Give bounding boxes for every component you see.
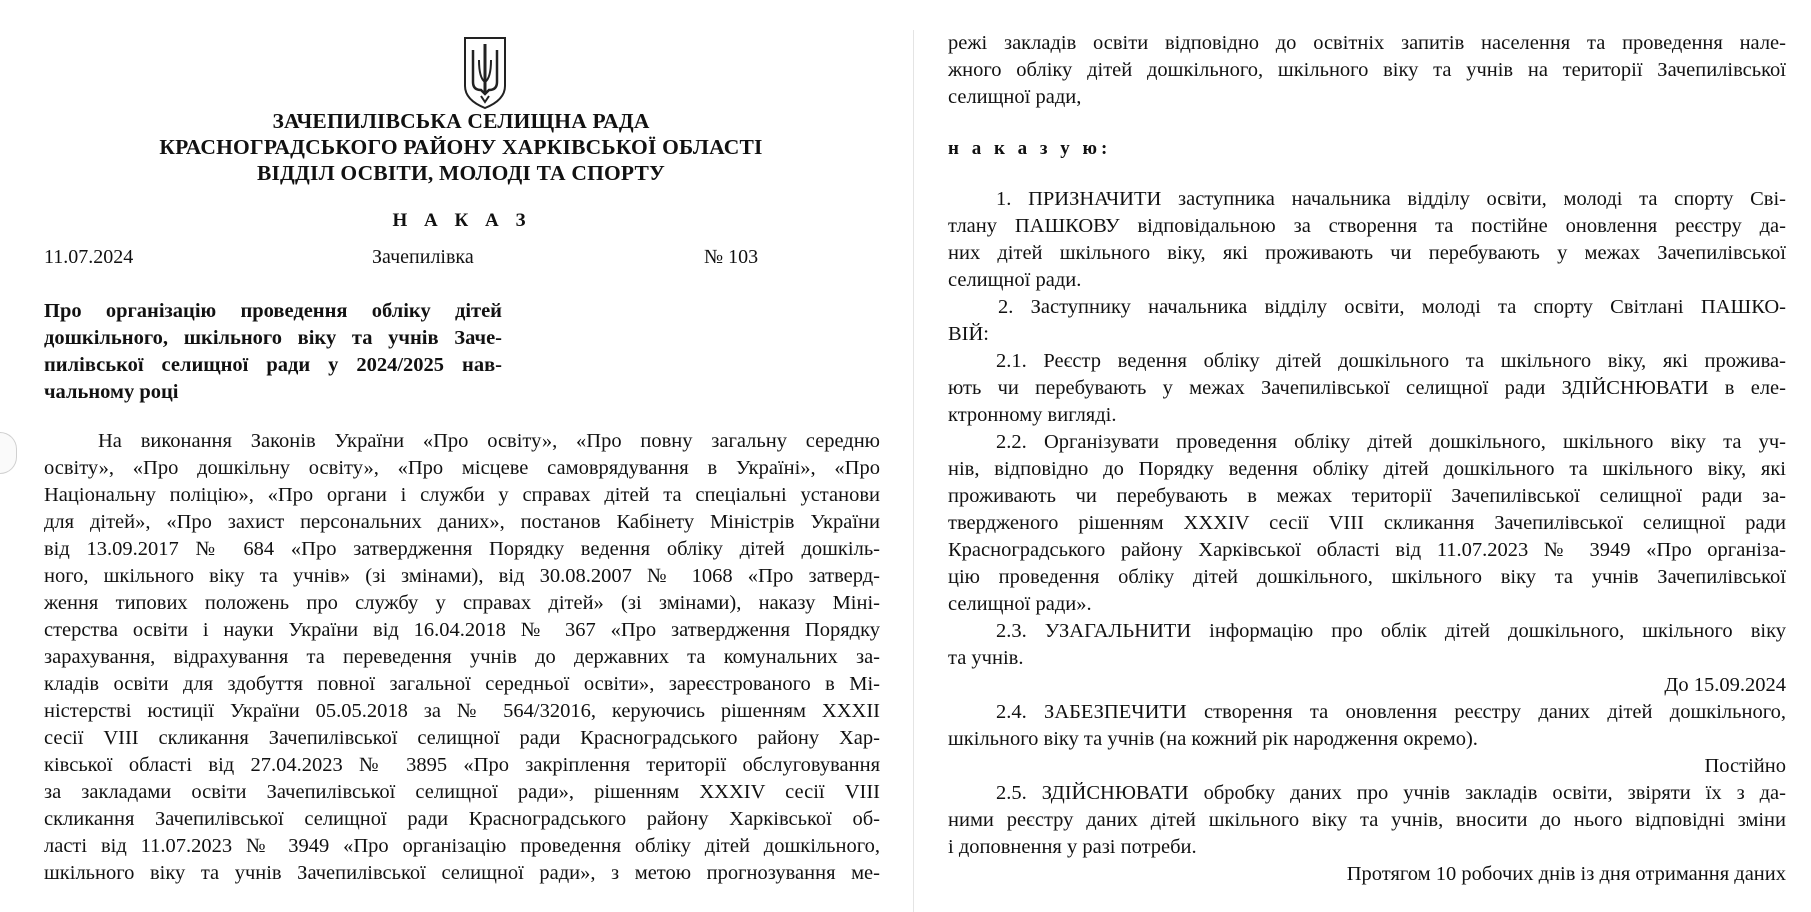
document-date: 11.07.2024 — [44, 246, 134, 268]
header-line-3: ВІДДІЛ ОСВІТИ, МОЛОДІ ТА СПОРТУ — [256, 161, 666, 185]
coat-of-arms-icon — [461, 34, 509, 110]
body-line: ністерстві юстиції України 05.05.2018 за № 564/32016, керуючись рішенням XXXII — [44, 700, 880, 722]
document-number: № 103 — [704, 246, 759, 268]
clause-line: шкільного віку та учнів (на кожний рік народження окремо). — [948, 728, 1478, 750]
body-line: кладів освіти для здобуття повної загальної середньої освіти», зареєстрованого в Мі- — [44, 673, 880, 695]
clause-line: 2.4. ЗАБЕЗПЕЧИТИ створення та оновлення реєстру даних дітей дошкільного, — [996, 701, 1786, 723]
clause-1 — [948, 186, 1786, 294]
organization-header — [43, 108, 879, 186]
body-line: режі закладів освіти відповідно до освітніх запитів населення та проведення нале- — [948, 32, 1786, 54]
deadline-2-4: Постійно — [1704, 755, 1786, 777]
clause-line: 2.1. Реєстр ведення обліку дітей дошкільного та шкільного віку, які прожива- — [996, 350, 1786, 372]
clause-2-2 — [948, 429, 1786, 618]
body-line: для дітей», «Про захист персональних даних», постанов Кабінету Міністрів України — [44, 511, 880, 533]
ordered-label: н а к а з у ю: — [948, 138, 1112, 159]
body-line: скликання Зачепилівської селищної ради Красноградського району Харківської об- — [44, 808, 880, 830]
body-line: стерства освіти і науки України від 16.04.2018 № 367 «Про затвердження Порядку — [44, 619, 880, 641]
clause-line: ВІЙ: — [948, 323, 989, 345]
body-line: ження типових положень про службу у справах дітей» (зі змінами), наказу Міні- — [44, 592, 880, 614]
clause-line: 2. Заступнику начальника відділу освіти, молоді та спорту Світлані ПАШКО- — [998, 296, 1786, 318]
clause-line: селищної ради. — [948, 269, 1082, 291]
clause-2-5 — [948, 780, 1786, 861]
document-type-title: Н А К А З — [392, 210, 532, 231]
header-line-2: КРАСНОГРАДСЬКОГО РАЙОНУ ХАРКІВСЬКОЇ ОБЛАСТІ — [159, 135, 763, 159]
body-line: шкільного віку та учнів Зачепилівської селищної ради», з метою прогнозування ме- — [44, 862, 880, 884]
clause-line: Красноградського району Харківської області від 11.07.2023 № 3949 «Про організа- — [948, 539, 1786, 561]
clause-2-1 — [948, 348, 1786, 429]
clause-line: 1. ПРИЗНАЧИТИ заступника начальника відділу освіти, молоді та спорту Сві- — [996, 188, 1786, 210]
clause-line: проживають чи перебувають в межах території Зачепилівської селищної ради за- — [948, 485, 1786, 507]
body-line: жного обліку дітей дошкільного, шкільного віку та учнів на території Зачепилівської — [948, 59, 1786, 81]
clause-line: 2.3. УЗАГАЛЬНИТИ інформацію про облік дітей дошкільного, шкільного віку — [996, 620, 1786, 642]
clause-line: ють чи перебувають у межах Зачепилівської селищної ради ЗДІЙСНЮВАТИ в еле- — [948, 377, 1786, 399]
subject-line: пилівської селищної ради у 2024/2025 нав- — [44, 354, 502, 376]
page-scroll-handle[interactable] — [0, 432, 17, 474]
clause-line: них дітей шкільного віку, які проживають чи перебувають у межах Зачепилівської — [948, 242, 1786, 264]
clause-line: ктронному вигляді. — [948, 404, 1117, 426]
subject-line: дошкільного, шкільного віку та учнів Заче- — [44, 327, 502, 349]
clause-line: селищної ради». — [948, 593, 1092, 615]
preamble-text — [44, 428, 880, 887]
body-line: ласті від 11.07.2023 № 3949 «Про організацію проведення обліку дітей дошкільного, — [44, 835, 880, 857]
clause-line: ними реєстру даних дітей шкільного віку та учнів, вносити до нього відповідні зміни — [948, 809, 1786, 831]
body-line: ківської області від 27.04.2023 № 3895 «Про закріплення території обслуговування — [44, 754, 880, 776]
body-line: ного, шкільного віку та учнів» (зі змінами), від 30.08.2007 № 1068 «Про затверд- — [44, 565, 880, 587]
right-page — [948, 30, 1786, 888]
body-line: від 13.09.2017 № 684 «Про затвердження Порядку ведення обліку дітей дошкіль- — [44, 538, 880, 560]
body-line: Національну поліцію», «Про органи і служби у справах дітей та спеціальні установи — [44, 484, 880, 506]
deadline-2-3: До 15.09.2024 — [1664, 674, 1786, 696]
clause-line: тлану ПАШКОВУ відповідальною за створення та постійне оновлення реєстру да- — [948, 215, 1786, 237]
subject-line: чальному році — [44, 381, 179, 403]
document-meta-row — [44, 246, 880, 274]
left-page — [44, 34, 880, 887]
clause-line: і доповнення у разі потреби. — [948, 836, 1197, 858]
body-line: за закладами освіти Зачепилівської селищної ради», рішенням XXXIV сесії VIII — [44, 781, 880, 803]
header-line-1: ЗАЧЕПИЛІВСЬКА СЕЛИЩНА РАДА — [272, 109, 650, 133]
body-line: освіту», «Про дошкільну освіту», «Про місцеве самоврядування в Україні», «Про — [44, 457, 880, 479]
subject-line: Про організацію проведення обліку дітей — [44, 300, 502, 322]
clause-2-4 — [948, 699, 1786, 753]
clause-2 — [948, 294, 1786, 348]
clause-line: нів, відповідно до Порядку ведення обліку дітей дошкільного та шкільного віку, які — [948, 458, 1786, 480]
preamble-continuation — [948, 30, 1786, 111]
body-line: сесії VIII скликання Зачепилівської селищної ради Красноградського району Хар- — [44, 727, 880, 749]
body-line: зарахування, відрахування та переведення учнів до державних та комунальних за- — [44, 646, 880, 668]
clause-line: цію проведення обліку дітей дошкільного, шкільного віку та учнів Зачепилівської — [948, 566, 1786, 588]
document-place: Зачепилівка — [372, 246, 474, 268]
clause-line: та учнів. — [948, 647, 1024, 669]
page-divider — [913, 30, 914, 912]
deadline-2-5: Протягом 10 робочих днів із дня отримання даних — [1346, 863, 1786, 885]
clause-line: 2.5. ЗДІЙСНЮВАТИ обробку даних про учнів закладів освіти, звіряти їх з да- — [996, 782, 1786, 804]
clause-line: твердженого рішенням XXXIV сесії VIII скликання Зачепилівської селищної ради — [948, 512, 1786, 534]
order-subject — [44, 298, 502, 406]
clause-line: 2.2. Організувати проведення обліку дітей дошкільного, шкільного віку та уч- — [996, 431, 1786, 453]
clause-2-3 — [948, 618, 1786, 672]
body-line: На виконання Законів України «Про освіту», «Про повну загальну середню — [98, 430, 880, 452]
body-line: селищної ради, — [948, 86, 1082, 108]
